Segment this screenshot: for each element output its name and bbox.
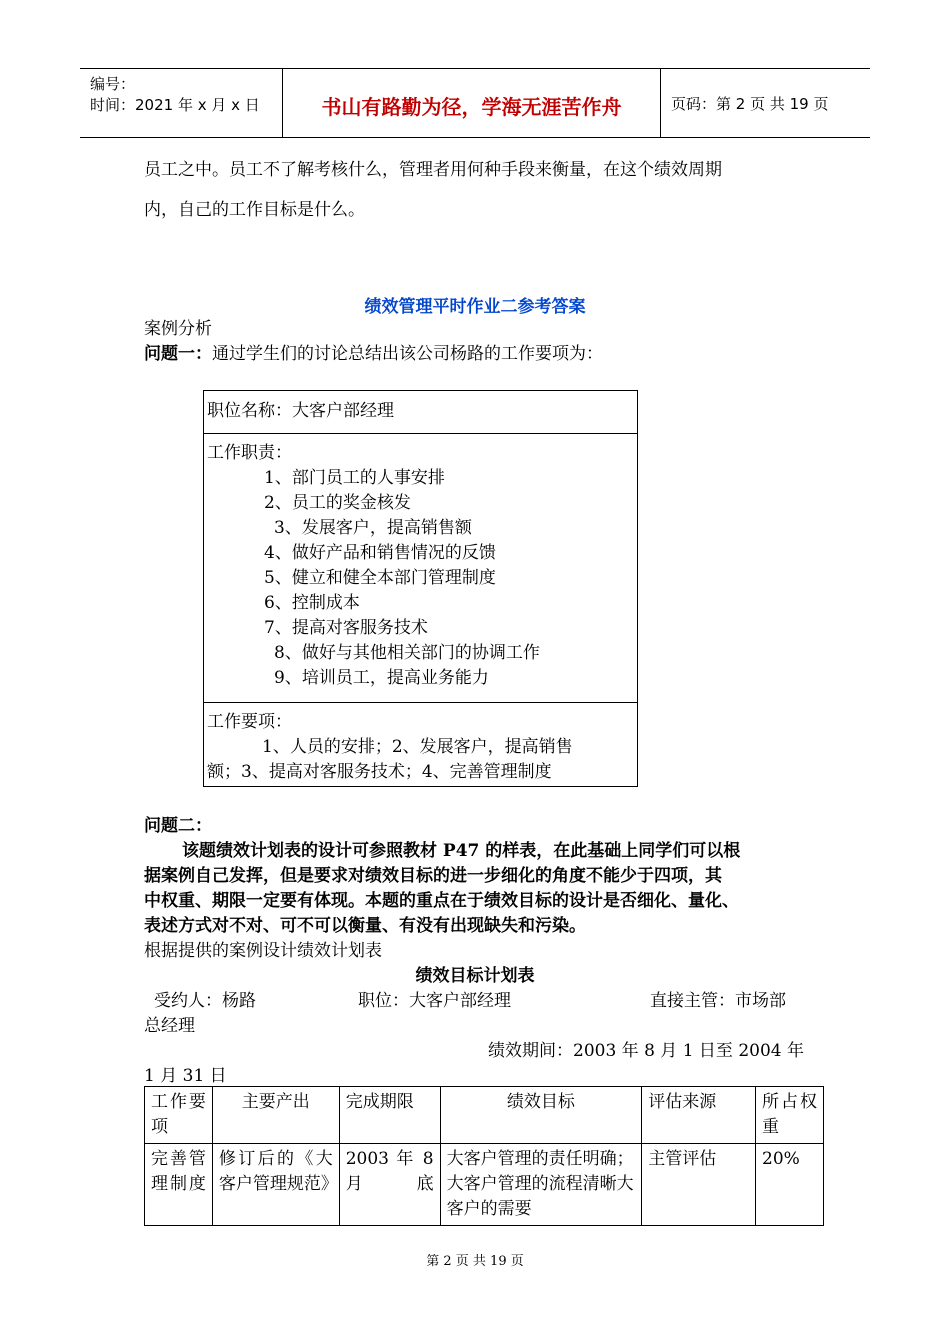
key-items-line-2: 额；3、提高对客服务技术；4、完善管理制度 [207,762,552,782]
table-row [145,1144,824,1226]
key-items-label: 工作要项： [207,712,292,732]
table-header-row [145,1087,824,1144]
duty-item: 2、员工的奖金核发 [264,493,411,513]
plan-position: 职位：大客户部经理 [358,991,511,1011]
table-cell-output: 修订后的《大客户管理规范》 [212,1144,339,1226]
question-2-label: 问题二： [144,816,212,836]
header-middle-cell [283,69,661,137]
question-1-label: 问题一： [144,344,212,364]
header-left-cell [80,69,283,137]
duty-item: 8、做好与其他相关部门的协调工作 [274,643,540,663]
table-header-cell: 绩效目标 [440,1087,642,1144]
table-header-cell: 评估来源 [642,1087,756,1144]
box-divider-2 [204,702,637,703]
box-divider-1 [204,433,637,434]
table-cell-source: 主管评估 [642,1144,756,1226]
header-page-info: 页码：第 2 页 共 19 页 [671,95,829,113]
performance-plan-table [144,1086,824,1226]
case-label: 案例分析 [144,319,212,339]
section-title: 绩效管理平时作业二参考答案 [364,297,586,317]
intro-line-2: 内，自己的工作目标是什么。 [144,200,365,220]
table-header-cell: 主要产出 [212,1087,339,1144]
plan-title: 绩效目标计划表 [415,966,535,986]
plan-contractor: 受约人：杨路 [154,991,256,1011]
duty-item: 9、培训员工，提高业务能力 [274,668,489,688]
code-label: 编号： [90,75,136,93]
plan-period-cont: 1 月 31 日 [144,1066,227,1086]
table-cell-weight: 20% [756,1144,824,1226]
question-1 [144,342,603,367]
duty-item: 4、做好产品和销售情况的反馈 [264,543,496,563]
page-footer: 第 2 页 共 19 页 [426,1254,524,1269]
plan-supervisor-cont: 总经理 [144,1016,195,1036]
job-position: 职位名称：大客户部经理 [207,401,394,421]
table-header-cell: 所占权重 [756,1087,824,1144]
header-right-cell [661,69,870,137]
design-note: 根据提供的案例设计绩效计划表 [144,941,382,961]
table-cell-item: 完善管理制度 [145,1144,213,1226]
table-cell-goal: 大客户管理的责任明确；大客户管理的流程清晰大客户的需要 [440,1144,642,1226]
plan-period: 绩效期间：2003 年 8 月 1 日至 2004 年 [488,1041,804,1061]
time-label: 时间：2021 年 x 月 x 日 [90,96,260,114]
question-1-text: 通过学生们的讨论总结出该公司杨路的工作要项为： [212,344,603,364]
table-cell-deadline: 2003 年 8 月底 [339,1144,440,1226]
duty-item: 7、提高对客服务技术 [264,618,428,638]
question-2-line-3: 中权重、期限一定要有体现。本题的重点在于绩效目标的设计是否细化、量化、 [144,891,739,911]
duty-item: 6、控制成本 [264,593,360,613]
plan-supervisor: 直接主管：市场部 [650,991,786,1011]
key-items-line-1: 1、人员的安排；2、发展客户，提高销售 [262,737,573,757]
duty-item: 3、发展客户，提高销售额 [274,518,472,538]
intro-line-1: 员工之中。员工不了解考核什么，管理者用何种手段来衡量，在这个绩效周期 [144,160,722,180]
page-header [80,68,870,138]
table-header-cell: 工作要项 [145,1087,213,1144]
question-2-line-4: 表述方式对不对、可不可以衡量、有没有出现缺失和污染。 [144,916,586,936]
question-2-line-1: 该题绩效计划表的设计可参照教材 P47 的样表，在此基础上同学们可以根 [182,841,741,861]
question-2-line-2: 据案例自己发挥，但是要求对绩效目标的进一步细化的角度不能少于四项，其 [144,866,722,886]
job-description-box [203,390,638,787]
duties-label: 工作职责： [207,443,292,463]
duty-item: 1、部门员工的人事安排 [264,468,445,488]
header-motto: 书山有路勤为径，学海无涯苦作舟 [321,95,622,119]
table-header-cell: 完成期限 [339,1087,440,1144]
duty-item: 5、健立和健全本部门管理制度 [264,568,496,588]
